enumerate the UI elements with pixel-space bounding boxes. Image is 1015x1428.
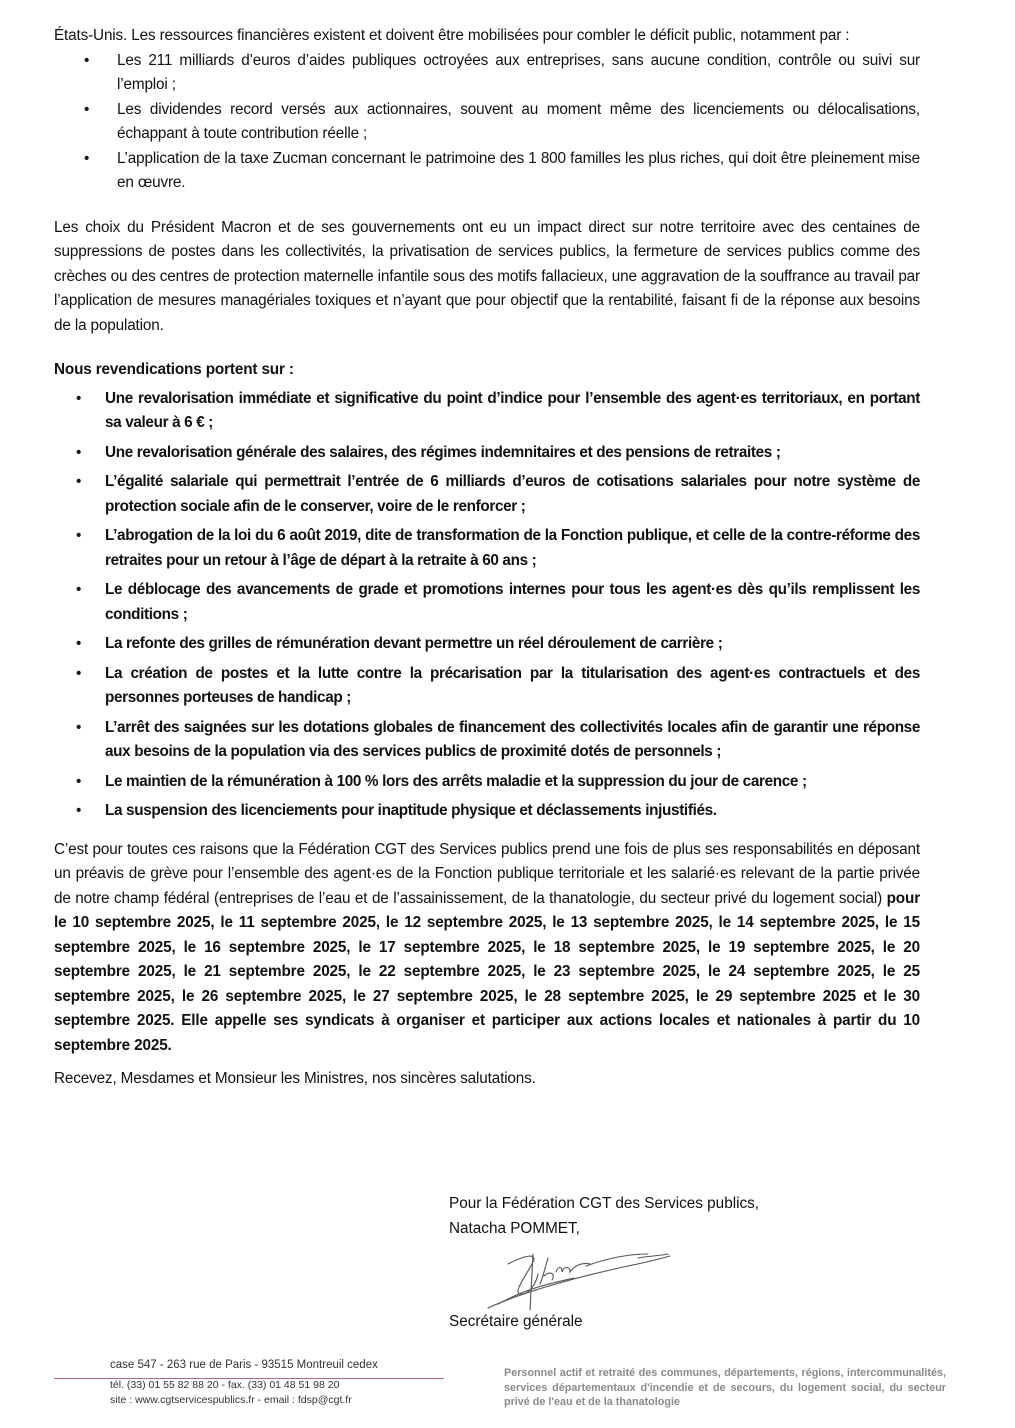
signatory-title: Secrétaire générale: [449, 1313, 583, 1330]
list-item: • L’application de la taxe Zucman concernant le patrimoine des 1 800 familles les plus riches, qui doit être pleinement mise en œuvre.: [54, 147, 920, 196]
bullet-icon: •: [76, 527, 82, 544]
demands-heading: Nous revendications portent sur :: [54, 361, 294, 378]
list-item: • La création de postes et la lutte contre la précarisation par la titularisation des agent·es contractuels et des personnes porteuses de handicap ;: [54, 662, 920, 711]
closing-salutation: Recevez, Mesdames et Monsieur les Ministres, nos sincères salutations.: [54, 1070, 536, 1087]
footer-contact: [110, 1359, 378, 1408]
bullet-icon: •: [76, 664, 82, 682]
signatory-name: Natacha POMMET,: [449, 1219, 580, 1237]
bullet-icon: •: [76, 389, 82, 407]
impact-paragraph: Les choix du Président Macron et de ses gouvernements ont eu un impact direct sur notre territoire avec des centaines de suppressions de postes dans les collectivités, la privatisation de services publics, la fermeture de services publics comme des crèches ou des centres de protection maternelle infantile sous des motifs fallacieux, une aggravation de la souffrance au travail par l’application de mesures managériales toxiques et n’ayant que pour objectif que la rentabilité, faisant fi de la réponse aux besoins de la population.: [54, 218, 920, 334]
list-item: • Une revalorisation immédiate et significative du point d’indice pour l’ensemble des agent·es territoriaux, en portant sa valeur à 6 € ;: [54, 387, 920, 436]
signature-block: [449, 1192, 759, 1241]
bullet-icon: •: [84, 51, 90, 69]
funding-sources-list: [54, 49, 920, 196]
list-item: • L’égalité salariale qui permettrait l’entrée de 6 milliards d’euros de cotisations salariales pour notre système de protection sociale afin de le conserver, voire de le renforcer ;: [54, 470, 920, 519]
intro-paragraph: États-Unis. Les ressources financières existent et doivent être mobilisées pour combler le déficit public, notamment par :: [54, 27, 850, 44]
list-item: • La refonte des grilles de rémunération devant permettre un réel déroulement de carrière ;: [54, 632, 920, 657]
strike-dates: pour le 10 septembre 2025, le 11 septembre 2025, le 12 septembre 2025, le 13 septembre 2025, le 14 septembre 2025, le 15 septembre 2025, le 16 septembre 2025, le 17 septembre 2025, le 18 septembre 2025, le 19 septembre 2025, le 20 septembre 2025, le 21 septembre 2025, le 22 septembre 2025, le 23 septembre 2025, le 24 septembre 2025, le 25 septembre 2025, le 26 septembre 2025, le 27 septembre 2025, le 28 septembre 2025, le 29 septembre 2025 et le 30 septembre 2025. Elle appelle ses syndicats à organiser et participer aux actions locales et nationales à partir du 10 septembre 2025.: [54, 889, 920, 1054]
footer-address: case 547 - 263 rue de Paris - 93515 Montreuil cedex: [110, 1359, 378, 1371]
list-item: • L’abrogation de la loi du 6 août 2019, dite de transformation de la Fonction publique, et celle de la contre-réforme des retraites pour un retour à l’âge de départ à la retraite à 60 ans ;: [54, 524, 920, 573]
bullet-icon: •: [76, 443, 82, 461]
list-item: • Les dividendes record versés aux actionnaires, souvent au moment même des licenciements ou délocalisations, échappant à toute contribution réelle ;: [54, 98, 920, 147]
list-item: • La suspension des licenciements pour inaptitude physique et déclassements injustifiés.: [54, 799, 920, 824]
footer-phone-fax: tél. (33) 01 55 82 88 20 - fax. (33) 01 48 51 98 20: [110, 1379, 340, 1391]
bullet-icon: •: [76, 635, 82, 652]
list-item: • Le maintien de la rémunération à 100 % lors des arrêts maladie et la suppression du jour de carence ;: [54, 770, 920, 795]
demands-list: [54, 387, 920, 824]
list-item: • Une revalorisation générale des salaires, des régimes indemnitaires et des pensions de retraites ;: [54, 441, 920, 466]
bullet-icon: •: [76, 772, 82, 790]
signature-organization: Pour la Fédération CGT des Services publics,: [449, 1195, 760, 1212]
bullet-icon: •: [76, 581, 82, 598]
list-item: • Le déblocage des avancements de grade et promotions internes pour tous les agent·es dès qu’ils remplissent les conditions ;: [54, 578, 920, 627]
handwritten-signature-icon: [478, 1244, 678, 1314]
bullet-icon: •: [84, 149, 90, 167]
strike-notice-paragraph: C’est pour toutes ces raisons que la Fédération CGT des Services publics prend une fois de plus ses responsabilités en déposant un préavis de grève pour l’ensemble des agent·es de la Fonction publique territoriale et les salarié·es relevant de la partie privée de notre champ fédéral (entreprises de l’eau et de l’assainissement, de la thanatologie, du secteur privé du logement social) pour le 10 septembre 2025, le 11 septembre 2025, le 12 septembre 2025, le 13 septembre 2025, le 14 septembre 2025, le 15 septembre 2025, le 16 septembre 2025, le 17 septembre 2025, le 18 septembre 2025, le 19 septembre 2025, le 20 septembre 2025, le 21 septembre 2025, le 22 septembre 2025, le 23 septembre 2025, le 24 septembre 2025, le 25 septembre 2025, le 26 septembre 2025, le 27 septembre 2025, le 28 septembre 2025, le 29 septembre 2025 et le 30 septembre 2025. Elle appelle ses syndicats à organiser et participer aux actions locales et nationales à partir du 10 septembre 2025.: [54, 840, 920, 1054]
bullet-icon: •: [76, 473, 82, 490]
list-item: • Les 211 milliards d’euros d’aides publiques octroyées aux entreprises, sans aucune condition, contrôle ou suivi sur l’emploi ;: [54, 49, 920, 98]
letter-body: [54, 24, 920, 1092]
list-item: • L’arrêt des saignées sur les dotations globales de financement des collectivités locales afin de garantir une réponse aux besoins de la population via des services publics de proximité dotés de personnels ;: [54, 716, 920, 765]
bullet-icon: •: [76, 802, 82, 819]
footer-site-email: site : www.cgtservicespublics.fr - email : fdsp@cgt.fr: [110, 1394, 352, 1406]
bullet-icon: •: [76, 718, 82, 736]
footer-scope: Personnel actif et retraité des communes, départements, régions, intercommunalités, services départementaux d'incendie et de secours, du logement social, du secteur privé de l'eau et de la thanatologie: [504, 1367, 946, 1408]
bullet-icon: •: [84, 100, 90, 118]
